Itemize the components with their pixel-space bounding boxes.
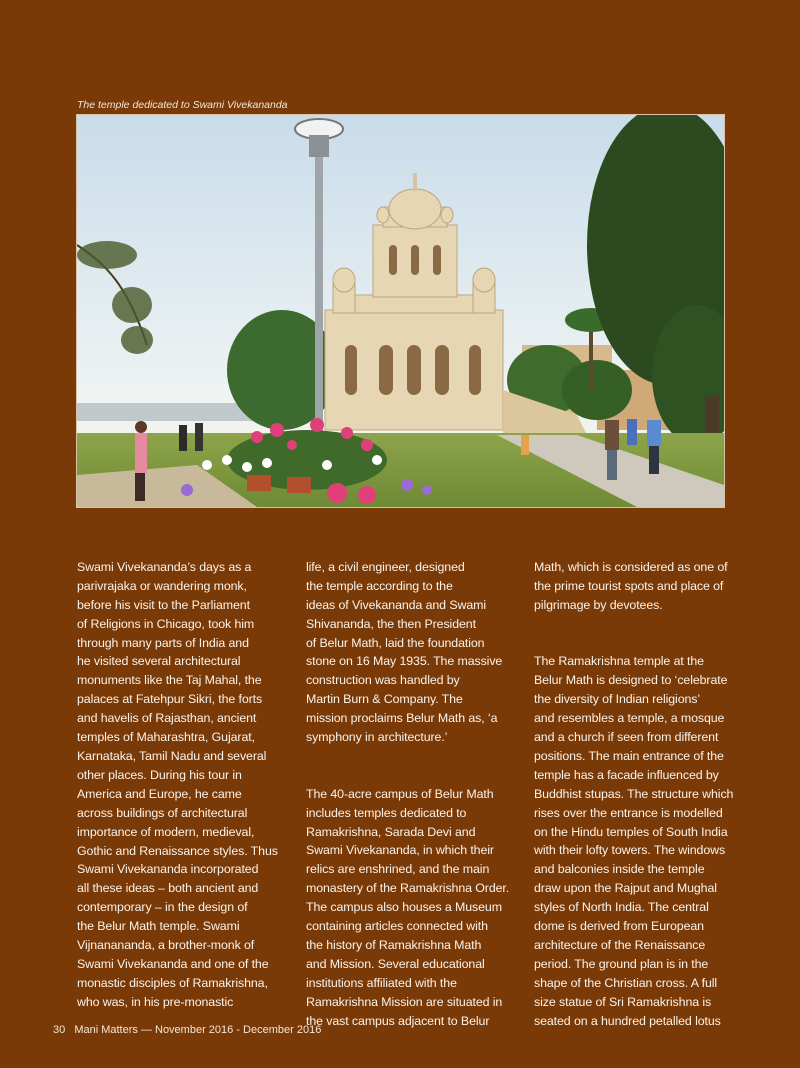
paragraph: The 40-acre campus of Belur Math includes temples dedicated to Ramakrishna, Sarada Devi and Swami Vivekananda, in which their relics are enshrined, and the main monastery of the Ramakrishna Order. The campus also houses a Museum containing articles connected with the history of Ramakrishna Math and Mission. Several educational institutions affiliated with the Ramakrishna Mission are situated in the vast campus adjacent to Belur [306, 786, 510, 1028]
paragraph: The Ramakrishna temple at the Belur Math is designed to ‘celebrate the diversity of Indian religions’ and resembles a temple, a mosque and a church if seen from different positions. The main entrance of the temple has a facade influenced by Buddhist stupas. The structure which rises over the entrance is modelled on the Hindu temples of South India with their lofty towers. The windows and balconies inside the temple draw upon the Rajput and Mughal styles of North India. The central dome is derived from European architecture of the Renaissance period. The ground plan is in the shape of the Christian cross. A full size statue of Sri Ramakrishna is seated on a hundred petalled lotus [534, 654, 734, 1028]
publication-info: Mani Matters — November 2016 - December 2016 [74, 1024, 322, 1036]
paragraph: life, a civil engineer, designed the temple according to the ideas of Vivekananda and Swami Shivananda, the then President of Belur Math, laid the foundation stone on 16 May 1935. The massive construction was handled by Martin Burn & Company. The mission proclaims Belur Math as, ‘a symphony in architecture.’ [306, 559, 503, 745]
page-footer [53, 1024, 321, 1036]
paragraph: Math, which is considered as one of the prime tourist spots and place of pilgrimage by devotees. [534, 559, 728, 612]
temple-photo [76, 114, 725, 508]
photo-caption: The temple dedicated to Swami Vivekananda [77, 99, 288, 111]
page-number: 30 [53, 1024, 66, 1036]
text-column-3 [534, 539, 739, 1068]
paragraph: Swami Vivekananda’s days as a parivrajaka or wandering monk, before his visit to the Parliament of Religions in Chicago, took him through many parts of India and he visited several architectural monuments like the Taj Mahal, the palaces at Fatehpur Sikri, the forts and havelis of Rajasthan, ancient temples of Maharashtra, Gujarat, Karnataka, Tamil Nadu and several other places. During his tour in America and Europe, he came across buildings of architectural importance of modern, medieval, Gothic and Renaissance styles. Thus Swami Vivekananda incorporated all these ideas – both ancient and contemporary – in the design of the Belur Math temple. Swami Vijnanananda, a brother-monk of Swami Vivekananda and one of the monastic disciples of Ramakrishna, who was, in his pre-monastic [77, 559, 278, 1009]
text-column-1 [77, 539, 282, 1049]
text-column-2 [306, 539, 511, 1068]
